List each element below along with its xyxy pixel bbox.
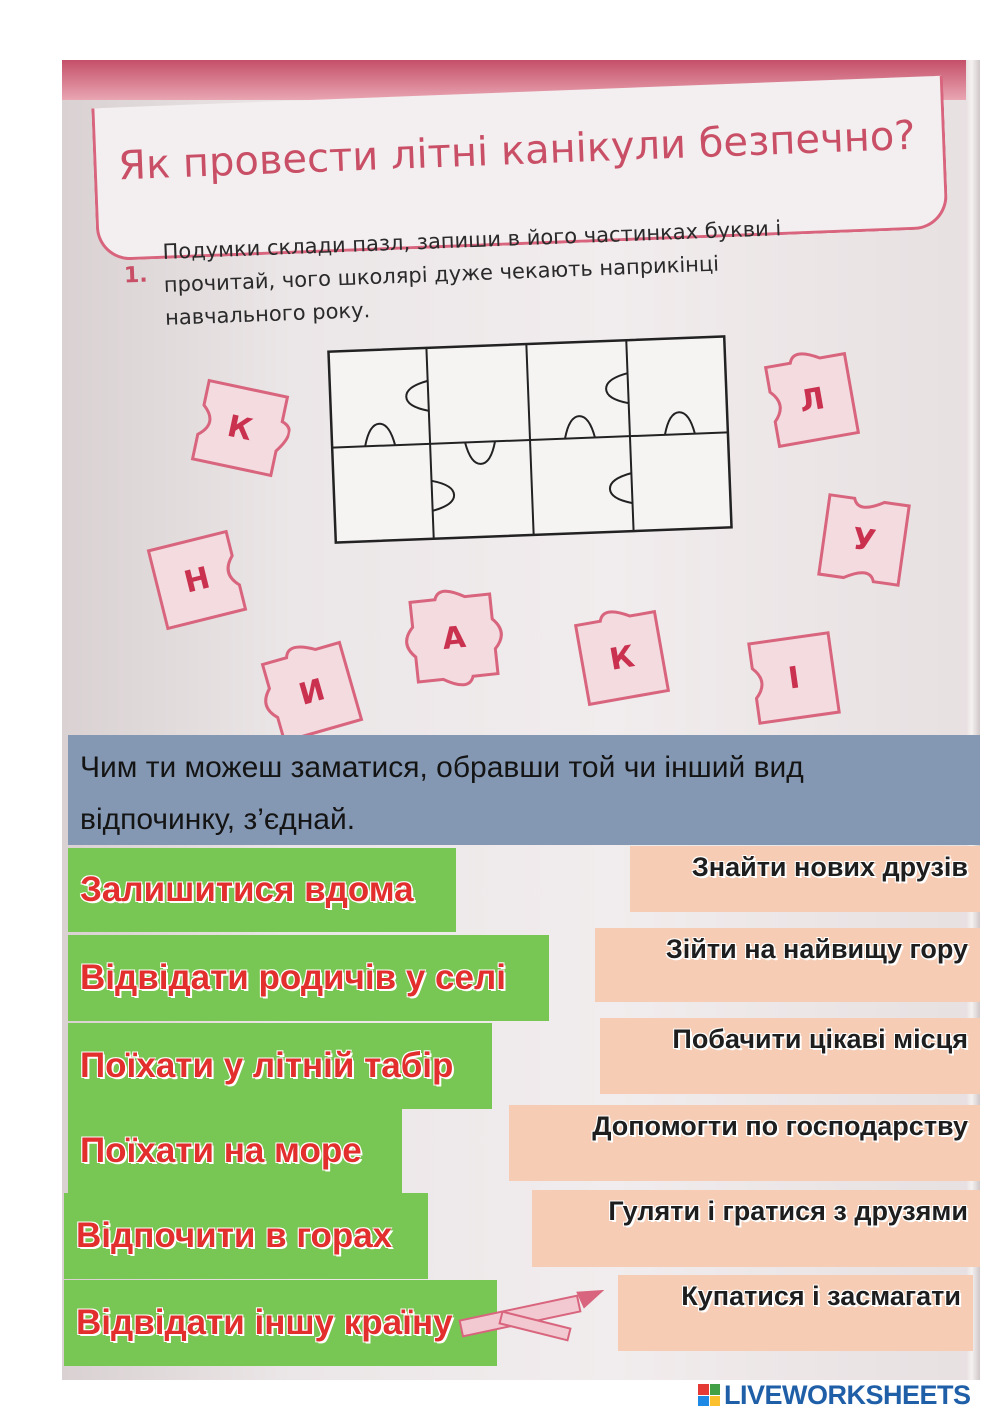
piece-letter: У [850, 521, 878, 559]
puzzle-grid [326, 334, 733, 544]
task-instructions: Подумки склади пазл, запиши в його частинках букви і прочитай, чого школярі дуже чекають наприкінці навчального року. [162, 216, 782, 330]
puzzle-piece-i [738, 622, 851, 735]
right-option-play-friends[interactable]: Гуляти і гратися з друзями [532, 1190, 980, 1267]
puzzle-piece-l [754, 342, 870, 458]
puzzle-piece-k1 [181, 369, 300, 488]
piece-letter: И [295, 671, 329, 713]
piece-letter: К [224, 408, 256, 448]
left-option-sea[interactable]: Поїхати на море [68, 1109, 402, 1193]
left-option-other-country[interactable]: Відвідати іншу країну [64, 1280, 497, 1366]
left-option-mountains[interactable]: Відпочити в горах [64, 1193, 428, 1279]
piece-letter: А [440, 619, 468, 657]
puzzle-piece-k2 [564, 600, 680, 716]
puzzle-piece-n [136, 519, 257, 640]
left-option-stay-home[interactable]: Залишитися вдома [68, 848, 456, 932]
left-option-visit-relatives[interactable]: Відвідати родичів у селі [68, 935, 549, 1021]
liveworksheets-logo-icon [698, 1384, 720, 1406]
exercise-prompt: Чим ти можеш заматися, обравши той чи інший вид відпочинку, з’єднай. [80, 751, 804, 836]
puzzle-piece-u [808, 484, 921, 597]
logo-text: LIVEWORKSHEETS [724, 1379, 971, 1410]
task-number: 1. [123, 262, 149, 289]
piece-letter: Н [180, 559, 214, 601]
piece-letter: Л [796, 380, 828, 420]
right-option-interesting-places[interactable]: Побачити цікаві місця [600, 1018, 980, 1094]
piece-letter: К [606, 638, 638, 678]
right-option-swim-sunbathe[interactable]: Купатися і засмагати [618, 1275, 973, 1351]
left-option-summer-camp[interactable]: Поїхати у літній табір [68, 1023, 492, 1109]
right-option-help-household[interactable]: Допомогти по господарству [509, 1105, 980, 1181]
page-edge [966, 60, 980, 1380]
piece-letter: І [786, 659, 802, 697]
worksheet-title: Як провести літні канікули безпечно? [117, 112, 917, 190]
right-option-highest-mountain[interactable]: Зійти на найвищу гору [595, 928, 980, 1002]
puzzle-piece-a [399, 583, 509, 693]
pencil-illustration [440, 1290, 620, 1350]
liveworksheets-logo [698, 1380, 971, 1410]
right-option-new-friends[interactable]: Знайти нових друзів [630, 846, 980, 912]
